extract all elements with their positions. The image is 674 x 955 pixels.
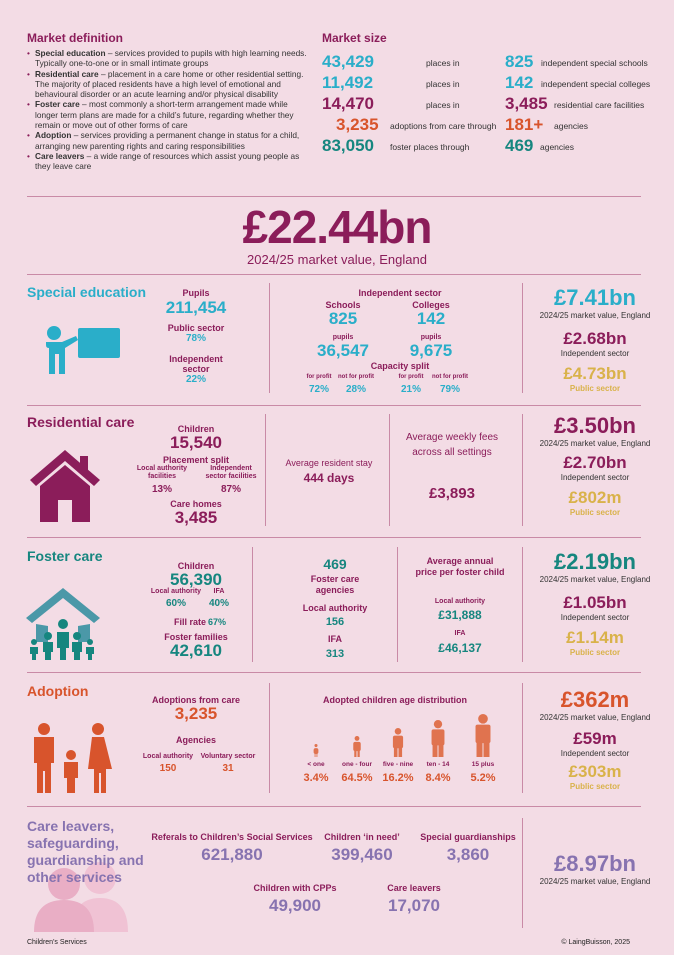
care-homes-value: 3,485 xyxy=(174,508,218,527)
fc-la-pct: 60% xyxy=(165,598,186,609)
capacity-split-label: Capacity split xyxy=(370,361,430,371)
se-pub-value: £4.73bn xyxy=(563,364,627,383)
age-group-label: < one xyxy=(307,761,325,768)
fc-ifa-price-label: IFA xyxy=(454,630,466,637)
market-size-connector: adoptions from care through xyxy=(390,121,497,131)
market-size-row xyxy=(322,136,662,156)
care-homes-label: Care homes xyxy=(170,499,222,509)
college-pupils-label: pupils xyxy=(420,334,442,341)
market-size-count: 3,485 xyxy=(505,94,548,113)
market-size-type: independent special colleges xyxy=(541,79,651,89)
market-size-value: 11,492 xyxy=(322,73,374,92)
for-profit-label: for profit xyxy=(306,374,332,380)
agencies-label: Agencies xyxy=(175,735,217,745)
fc-la-price-value: £31,888 xyxy=(438,608,482,622)
fc-pub-value: £1.14m xyxy=(566,628,624,647)
headline-value: £22.44bn xyxy=(242,201,432,253)
ad-la-value: 150 xyxy=(159,763,177,774)
divider xyxy=(522,683,523,793)
cpps-label: Children with CPPs xyxy=(253,883,337,893)
age-group-pct: 64.5% xyxy=(341,772,373,784)
child-figure-icon xyxy=(342,735,372,757)
headline-sub: 2024/25 market value, England xyxy=(247,252,427,267)
referrals-value: 621,880 xyxy=(201,845,263,864)
foster-families-label: Foster families xyxy=(164,632,228,642)
care-leavers-label: Care leavers xyxy=(387,883,441,893)
in-need-value: 399,460 xyxy=(331,845,393,864)
avg-stay-label: Average resident stay xyxy=(285,458,373,468)
fc-la-agencies-label: Local authority xyxy=(302,603,368,613)
rc-la-pct: 13% xyxy=(151,484,172,495)
fc-la-label: Local authority xyxy=(150,588,202,595)
adoption-title: Adoption xyxy=(27,683,89,699)
ad-vol-label: Voluntary sector xyxy=(200,753,256,760)
market-size-value: 14,470 xyxy=(322,94,374,113)
se-ind-sub: Independent sector xyxy=(560,349,630,358)
rc-la-label: Local authority facilities xyxy=(136,465,188,480)
divider xyxy=(269,683,270,793)
definition-text: – placement in a care home or other residential setting. The majority of placed residents have a high level of emotional and behavioural disorder or an acute learning and/or physical disability xyxy=(35,68,304,100)
market-size-value: 83,050 xyxy=(322,136,374,155)
ad-pub-sub: Public sector xyxy=(569,782,621,791)
not-for-profit-pct: 28% xyxy=(345,384,366,395)
fc-ifa-agencies-label: IFA xyxy=(327,634,342,644)
fc-la-agencies-value: 156 xyxy=(325,616,345,628)
se-total-value: £7.41bn xyxy=(554,285,636,310)
rc-total-sub: 2024/25 market value, England xyxy=(539,439,651,448)
child-figure-icon xyxy=(301,743,331,757)
rc-children-value: 15,540 xyxy=(170,433,222,452)
definition-text: – services providing a permanent change in status for a child, arranging new parenting rights and caring responsibilities xyxy=(35,130,300,151)
for-profit-pct: 21% xyxy=(400,384,421,395)
market-size-row xyxy=(322,94,662,114)
rc-ind-pct: 87% xyxy=(220,484,241,495)
fc-total-value: £2.19bn xyxy=(554,549,636,574)
referrals-label: Referals to Children’s Social Services xyxy=(151,832,313,842)
rc-children-label: Children xyxy=(177,424,215,434)
guardianships-label: Special guardianships xyxy=(420,832,516,842)
age-group-label: five - nine xyxy=(382,761,414,768)
divider xyxy=(27,672,641,673)
teacher-icon xyxy=(42,318,124,376)
rc-ind-label: Independent sector facilities xyxy=(205,465,257,480)
in-need-label: Children ‘in need’ xyxy=(324,832,400,842)
definition-item xyxy=(27,151,312,172)
family-icon xyxy=(30,722,114,794)
se-total-sub: 2024/25 market value, England xyxy=(539,311,651,320)
colleges-label: Colleges xyxy=(412,300,450,310)
market-definition xyxy=(27,31,312,172)
avg-stay-value: 444 days xyxy=(303,471,355,485)
definition-term: Residential care xyxy=(35,68,99,79)
age-group-label: ten - 14 xyxy=(426,761,450,768)
market-size-value: 3,235 xyxy=(336,115,379,134)
special-education-title: Special education xyxy=(27,284,147,300)
definition-term: Care leavers xyxy=(35,150,85,161)
schools-label: Schools xyxy=(325,300,361,310)
age-dist-title: Adopted children age distribution xyxy=(323,695,467,705)
divider xyxy=(27,806,641,807)
placement-split-label: Placement split xyxy=(162,455,230,465)
foster-care-title: Foster care xyxy=(27,548,103,564)
divider xyxy=(27,196,641,197)
market-size-count: 469 xyxy=(505,136,534,155)
fc-ifa-pct: 40% xyxy=(208,598,229,609)
fc-total-sub: 2024/25 market value, England xyxy=(539,575,651,584)
divider xyxy=(27,537,641,538)
ad-ind-sub: Independent sector xyxy=(560,749,630,758)
rc-ind-value: £2.70bn xyxy=(563,453,627,472)
market-size-connector: places in xyxy=(426,79,460,89)
market-size-row xyxy=(322,73,662,93)
fc-pub-sub: Public sector xyxy=(569,648,621,657)
fc-ifa-price-value: £46,137 xyxy=(438,641,482,655)
school-pupils-label: pupils xyxy=(332,334,354,341)
care-leavers-title: Care leavers, safeguarding, guardianship and other services xyxy=(27,818,144,885)
divider xyxy=(522,547,523,662)
divider xyxy=(265,414,266,526)
adoptions-from-care-value: 3,235 xyxy=(174,704,218,723)
fc-ifa-agencies-value: 313 xyxy=(325,648,345,660)
divider xyxy=(522,414,523,526)
divider xyxy=(522,283,523,393)
divider xyxy=(252,547,253,662)
market-size-count: 142 xyxy=(505,73,534,92)
not-for-profit-label: not for profit xyxy=(338,374,374,380)
definition-list xyxy=(27,48,312,172)
child-figure-icon xyxy=(423,719,453,757)
definition-item xyxy=(27,69,312,100)
colleges-value: 142 xyxy=(416,309,446,328)
market-size-type: independent special schools xyxy=(541,58,648,68)
house-icon xyxy=(28,448,102,524)
for-profit-label: for profit xyxy=(398,374,424,380)
definition-term: Adoption xyxy=(35,130,72,141)
ad-pub-value: £303m xyxy=(568,762,622,781)
foster-families-value: 42,610 xyxy=(170,641,222,660)
market-definition-title: Market definition xyxy=(27,31,124,45)
ad-la-label: Local authority xyxy=(142,753,194,760)
family-house-icon xyxy=(24,586,102,662)
definition-item xyxy=(27,99,312,130)
age-group-label: 15 plus xyxy=(471,761,495,768)
rc-ind-sub: Independent sector xyxy=(560,473,630,482)
footer-right: © LaingBuisson, 2025 xyxy=(561,939,630,946)
market-size-row xyxy=(322,52,662,72)
residential-care-title: Residential care xyxy=(27,414,135,430)
se-ind-value: £2.68bn xyxy=(563,329,627,348)
care-leavers-value: 17,070 xyxy=(388,896,440,915)
independent-sector-label: Independent sector xyxy=(169,354,223,374)
market-size-value: 43,429 xyxy=(322,52,374,71)
market-size-row xyxy=(322,115,662,135)
independent-sector-pct: 22% xyxy=(185,374,206,385)
definition-item xyxy=(27,130,312,151)
ad-total-sub: 2024/25 market value, England xyxy=(539,713,651,722)
ad-total-value: £362m xyxy=(560,687,630,712)
cl-total-sub: 2024/25 market value, England xyxy=(539,877,651,886)
pupils-label: Pupils xyxy=(182,288,210,298)
age-group-pct: 3.4% xyxy=(303,772,329,784)
definition-term: Special education xyxy=(35,48,106,58)
ad-ind-value: £59m xyxy=(573,729,617,748)
age-group-label: one - four xyxy=(342,761,372,768)
rc-pub-sub: Public sector xyxy=(569,508,621,517)
fc-agencies-label: Foster care agencies xyxy=(310,574,360,595)
pupils-value: 211,454 xyxy=(165,298,227,317)
market-size-connector: foster places through xyxy=(390,142,470,152)
ad-vol-value: 31 xyxy=(222,763,234,774)
college-pupils-value: 9,675 xyxy=(409,341,453,360)
definition-text: – a wide range of resources which assist young people as they leave care xyxy=(35,150,300,172)
divider xyxy=(397,547,398,662)
not-for-profit-pct: 79% xyxy=(439,384,460,395)
footer-left: Children's Services xyxy=(27,939,87,946)
age-group-pct: 8.4% xyxy=(425,772,451,784)
market-size-connector: places in xyxy=(426,100,460,110)
rc-total-value: £3.50bn xyxy=(554,413,636,438)
fc-la-price-label: Local authority xyxy=(434,598,486,605)
rc-pub-value: £802m xyxy=(568,488,622,507)
school-pupils-value: 36,547 xyxy=(317,341,369,360)
fc-ifa-label: IFA xyxy=(213,588,225,595)
adoptions-from-care-label: Adoptions from care xyxy=(151,695,240,705)
fc-children-value: 56,390 xyxy=(170,570,222,589)
divider xyxy=(27,405,641,406)
definition-text: – most commonly a short-term arrangement made while longer term plans are made for a child’s future, regarding whether they remain or move out of other forms of care xyxy=(35,99,294,131)
fc-agencies-value: 469 xyxy=(323,556,347,572)
divider xyxy=(27,274,641,275)
fc-ind-value: £1.05bn xyxy=(563,593,627,612)
se-pub-sub: Public sector xyxy=(569,384,621,393)
cl-total-value: £8.97bn xyxy=(554,851,636,876)
ind-sector-title: Independent sector xyxy=(358,288,442,298)
not-for-profit-label: not for profit xyxy=(432,374,468,380)
market-size-type: agencies xyxy=(540,142,575,152)
avg-fees-value: £3,893 xyxy=(429,485,475,502)
child-figure-icon xyxy=(383,727,413,757)
avg-price-label: Average annual price per foster child xyxy=(415,556,505,577)
definition-item xyxy=(27,48,312,69)
schools-value: 825 xyxy=(328,309,358,328)
child-figure-icon xyxy=(468,713,498,757)
avg-fees-label: Average weekly fees across all settings xyxy=(405,432,499,458)
definition-text: – services provided to pupils with high learning needs. Typically one-to-one or in small intimate groups xyxy=(35,48,307,69)
public-sector-pct: 78% xyxy=(185,333,206,344)
market-size-type: agencies xyxy=(554,121,589,131)
age-group-pct: 16.2% xyxy=(382,772,414,784)
age-group-pct: 5.2% xyxy=(470,772,496,784)
market-size-type: residential care facilities xyxy=(554,100,645,110)
market-size-connector: places in xyxy=(426,58,460,68)
market-size-title: Market size xyxy=(322,31,387,45)
market-size-count: 825 xyxy=(505,52,534,71)
divider xyxy=(522,818,523,928)
definition-term: Foster care xyxy=(35,99,80,110)
divider xyxy=(389,414,390,526)
for-profit-pct: 72% xyxy=(308,384,329,395)
guardianships-value: 3,860 xyxy=(446,845,490,864)
fill-rate-label: Fill rate xyxy=(173,617,206,627)
fill-rate-value: 67% xyxy=(208,617,227,627)
fc-ind-sub: Independent sector xyxy=(560,613,630,622)
market-size-count: 181+ xyxy=(505,115,544,134)
cpps-value: 49,900 xyxy=(269,896,321,915)
fc-children-label: Children xyxy=(177,561,215,571)
divider xyxy=(269,283,270,393)
public-sector-label: Public sector xyxy=(167,323,225,333)
